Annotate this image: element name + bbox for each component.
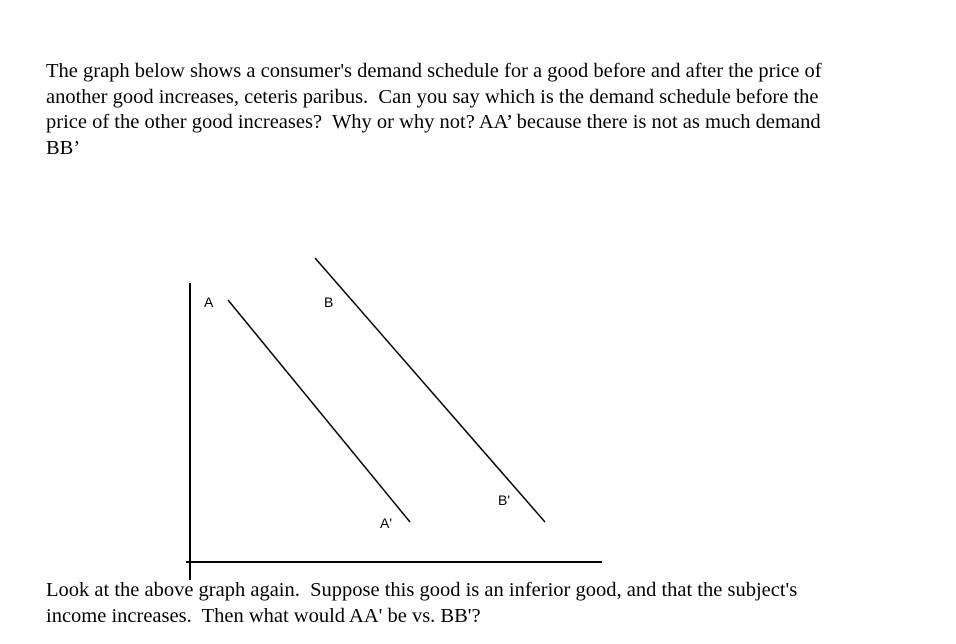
question-1-line: price of the other good increases? Why or why not? AA’ because there is not as much demand [46, 111, 821, 133]
label-a-prime: A' [380, 515, 393, 531]
question-1-line: The graph below shows a consumer's demand schedule for a good before and after the price of [46, 60, 822, 82]
demand-curve-aa [228, 300, 410, 522]
question-1-line: another good increases, ceteris paribus. Can you say which is the demand schedule before the [46, 85, 819, 108]
question-2-line: Look at the above graph again. Suppose this good is an inferior good, and that the subject's [46, 579, 798, 601]
question-2-line: income increases. Then what would AA' be vs. BB'? [46, 604, 481, 627]
question-1-line: BB’ [46, 136, 81, 159]
question-2-text [46, 578, 797, 629]
label-b: B [324, 294, 334, 310]
label-b-prime: B' [498, 492, 511, 508]
label-a: A [204, 294, 214, 310]
demand-curve-bb [315, 258, 545, 522]
